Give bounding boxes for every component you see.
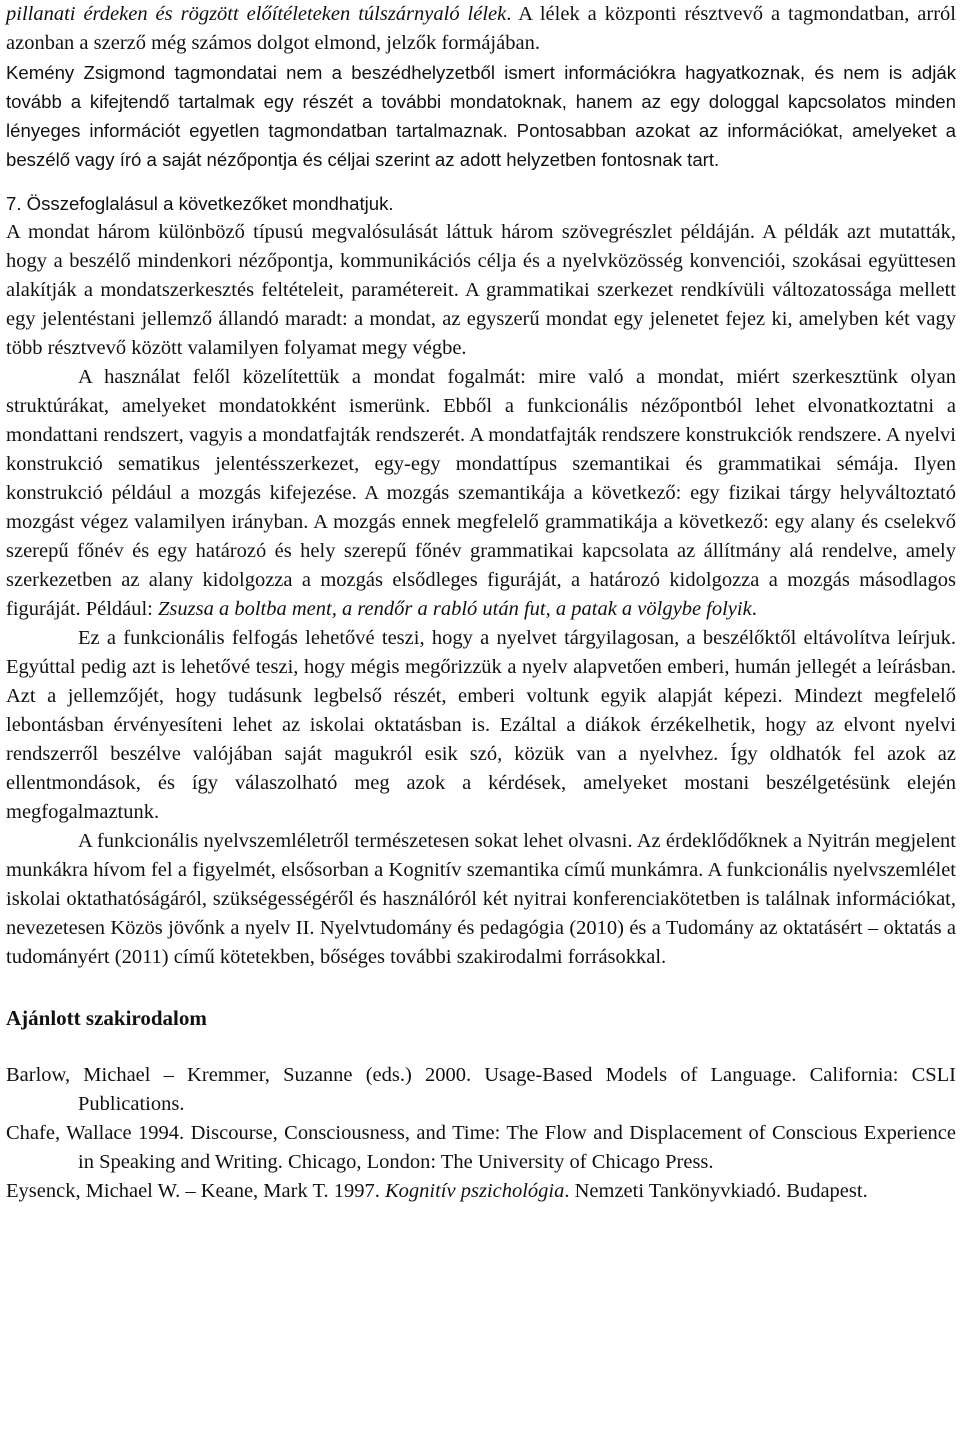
section-7-paragraph-4: A funkcionális nyelvszemléletről természetesen sokat lehet olvasni. Az érdeklődőknek a Nyitrán megjelent munkákra hívom fel a figyelmét, elsősorban a Kognitív szemantika című munkámra. A funkcionális nyelvszemlélet iskolai oktathatóságáról, szükségességéről és használóról két nyitrai konferenciakötetben is találnak információkat, nevezetesen Közös jövőnk a nyelv II. Nyelvtudomány és pedagógia (2010) és a Tudomány az oktatásért – oktatás a tudományért (2011) című kötetekben, bőséges további szakirodalmi forrásokkal. [6,830,956,968]
reference-chafe: Chafe, Wallace 1994. Discourse, Consciousness, and Time: The Flow and Displacement of Conscious Experience in Speaking and Writing. Chicago, London: The University of Chicago Press. [6,1122,956,1173]
reference-barlow: Barlow, Michael – Kremmer, Suzanne (eds.) 2000. Usage-Based Models of Language. California: CSLI Publications. [6,1064,956,1115]
references-heading: Ajánlott szakirodalom [6,1006,207,1030]
intro-italic-phrase: pillanati érdeken és rögzött előítéleteken túlszárnyaló lélek [6,3,507,25]
document-page [6,0,956,1206]
section-7-paragraph-1: A mondat három különböző típusú megvalósulását láttuk három szövegrészlet példáján. A példák azt mutatták, hogy a beszélő mindenkori nézőpontja, kommunikációs célja és a nyelvközösség konvenciói, szokásai együttesen alakítják a mondatszerkesztés feltételeit, paramétereit. A grammatikai szerkezet rendkívüli változatossága mellett egy jelentéstani jellemző állandó maradt: a mondat, az egyszerű mondat egy jelenetet fejez ki, amelyben két vagy több résztvevő között valamilyen folyamat megy végbe. [6,221,956,359]
paragraph-2-text: A használat felől közelítettük a mondat fogalmát: mire való a mondat, miért szerkesztünk olyan struktúrákat, amelyeket mondatokként ismerünk. Ebből a funkcionális nézőpontból lehet elvonatkoztatni a mondattani rendszert, vagyis a mondatfajták rendszerét. A mondatfajták rendszere konstrukciók rendszere. A nyelvi konstrukció sematikus jelentésszerkezet, egy-egy mondattípus szemantikai és grammatikai sémája. Ilyen konstrukció például a mozgás kifejezése. A mozgás szemantikája a következő: egy fizikai tárgy helyváltoztató mozgást végez valamilyen irányban. A mozgás ennek megfelelő grammatikája a következő: egy alany és cselekvő szerepű főnév és egy határozó és hely szerepű főnév grammatikai kapcsolata az állítmány alá rendelve, amely szerkezetben az alany kidolgozza a mozgás elsődleges figuráját, a határozó kidolgozza a mozgás másodlagos figuráját. Például: [6,366,956,620]
section-7-paragraph-3: Ez a funkcionális felfogás lehetővé teszi, hogy a nyelvet tárgyilagosan, a beszélőktől eltávolítva leírjuk. Egyúttal pedig azt is lehetővé teszi, hogy mégis megőrizzük a nyelv alapvetően emberi, humán jellegét a leírásban. Azt a jellemzőjét, hogy tudásunk legbelső részét, emberi voltunk egyik alapját képezi. Mindezt megfelelő lebontásban érvényesíteni lehet az iskolai oktatásban is. Ezáltal a diákok érzékelhetik, hogy az elvont nyelvi rendszerről beszélve valójában saját magukról esik szó, közük van a nyelvhez. Így oldhatók fel azok az ellentmondások, és így válaszolható meg azok a kérdések, amelyeket mostani beszélgetésünk elején megfogalmaztunk. [6,627,956,823]
movement-example: Zsuzsa a boltba ment, a rendőr a rabló után fut, a patak a völgybe folyik [158,598,752,620]
section-7-paragraph-2 [6,363,956,624]
intro-paragraph-rest: . A lélek a központi résztvevő a tagmondatban, arról azonban a szerző még számos dolgot elmond, jelzők formájában. [6,3,956,54]
reference-eysenck [6,1177,956,1206]
reference-eysenck-title: Kognitív pszichológia [384,1180,565,1202]
movement-example-end: . [751,598,757,620]
section-7-heading: 7. Összefoglalásul a következőket mondhatjuk. [6,193,394,214]
kemeny-paragraph: Kemény Zsigmond tagmondatai nem a beszédhelyzetből ismert információkra hagyatkoznak, és nem is adják tovább a kifejtendő tartalmak egy részét a további mondatoknak, hanem az egy dologgal kapcsolatos minden lényeges információt egyetlen tagmondatban tartalmaznak. Pontosabban azokat az információkat, amelyeket a beszélő vagy író a saját nézőpontja és céljai szerint az adott helyzetben fontosnak tart. [6,62,956,170]
intro-paragraph [6,0,956,58]
reference-eysenck-publisher: . Nemzeti Tankönyvkiadó. Budapest. [564,1180,868,1202]
reference-eysenck-authors: Eysenck, Michael W. – Keane, Mark T. 1997. [6,1180,385,1202]
